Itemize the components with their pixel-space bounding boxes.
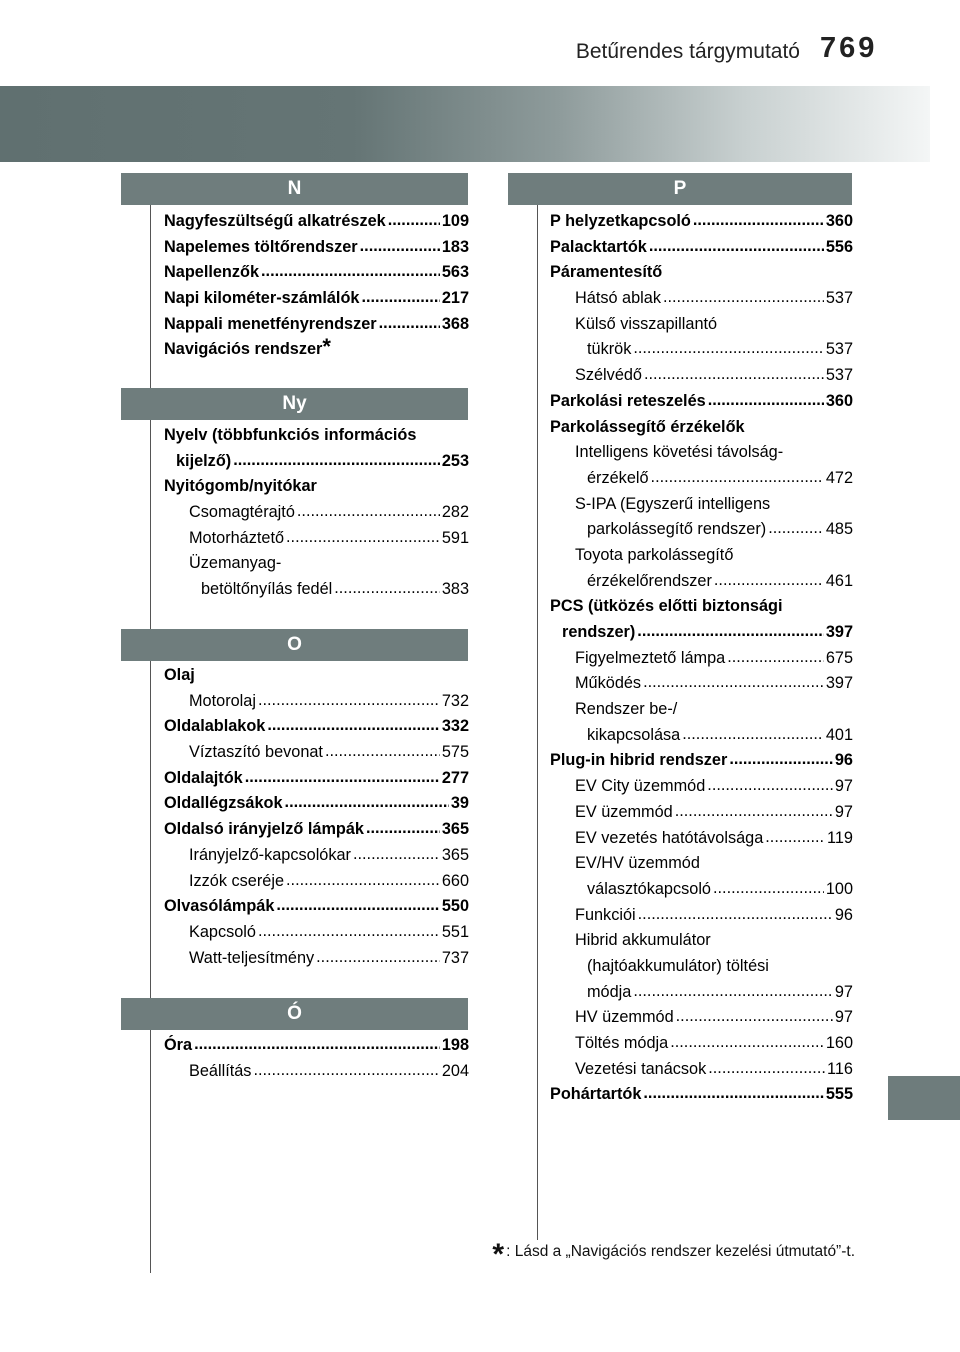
index-subentry: Watt-teljesítmény ..... 737 bbox=[164, 946, 469, 972]
index-entry: P helyzetkapcsoló ..... 360 bbox=[550, 209, 853, 235]
index-subentry: Intelligens követési távolság- bbox=[575, 443, 784, 462]
index-subentry: Töltés módja ..... 160 bbox=[550, 1031, 853, 1057]
index-entry: Palacktartók ..... 556 bbox=[550, 235, 853, 261]
header-banner bbox=[0, 86, 930, 162]
index-subentry: Beállítás ..... 204 bbox=[164, 1059, 469, 1085]
section-ny-entries bbox=[164, 423, 469, 603]
index-entry: rendszer) ..... 397 bbox=[550, 620, 853, 646]
index-subentry: Működés ..... 397 bbox=[550, 671, 853, 697]
index-entry: Olaj bbox=[164, 666, 195, 684]
index-entry: Olvasólámpák ..... 550 bbox=[164, 894, 469, 920]
index-subentry: EV City üzemmód ..... 97 bbox=[550, 774, 853, 800]
index-entry: Napellenzők ..... 563 bbox=[164, 260, 469, 286]
index-entry: Napelemes töltőrendszer ..... 183 bbox=[164, 235, 469, 261]
index-entry: Nagyfeszültségű alkatrészek ..... 109 bbox=[164, 209, 469, 235]
index-subentry: tükrök ..... 537 bbox=[550, 337, 853, 363]
index-entry: Pohártartók ..... 555 bbox=[550, 1082, 853, 1108]
index-subentry: módja ..... 97 bbox=[550, 980, 853, 1006]
index-subentry: EV/HV üzemmód bbox=[575, 854, 700, 873]
index-subentry: Kapcsoló ..... 551 bbox=[164, 920, 469, 946]
index-subentry: parkolássegítő rendszer) ..... 485 bbox=[550, 517, 853, 543]
index-subentry: Hibrid akkumulátor bbox=[575, 931, 711, 950]
index-entry: Napi kilométer-számlálók ..... 217 bbox=[164, 286, 469, 312]
section-header-ny: Ny bbox=[121, 388, 468, 420]
index-entry: Nyelv (többfunkciós információs bbox=[164, 426, 417, 444]
index-entry: Navigációs rendszer * bbox=[164, 334, 331, 360]
section-thumb-tab bbox=[888, 1076, 960, 1120]
index-entry: Nappali menetfényrendszer ..... 368 bbox=[164, 312, 469, 338]
page-number: 769 bbox=[820, 32, 878, 64]
footnote-text: : Lásd a „Navigációs rendszer kezelési útmutató”-t. bbox=[506, 1243, 855, 1260]
index-subentry: Szélvédő ..... 537 bbox=[550, 363, 853, 389]
section-n-entries bbox=[164, 209, 469, 363]
index-subentry: Figyelmeztető lámpa ..... 675 bbox=[550, 646, 853, 672]
index-entry: Parkolási reteszelés ..... 360 bbox=[550, 389, 853, 415]
index-subentry: Vezetési tanácsok ..... 116 bbox=[550, 1057, 853, 1083]
section-header-o-acute: Ó bbox=[121, 998, 468, 1030]
index-subentry: HV üzemmód ..... 97 bbox=[550, 1005, 853, 1031]
section-header-o: O bbox=[121, 629, 468, 661]
section-p-entries bbox=[550, 209, 853, 1108]
index-subentry: Motorolaj ..... 732 bbox=[164, 689, 469, 715]
index-subentry: Víztaszító bevonat ..... 575 bbox=[164, 740, 469, 766]
index-entry: Nyitógomb/nyitókar bbox=[164, 477, 317, 496]
index-subentry: S-IPA (Egyszerű intelligens bbox=[575, 494, 771, 513]
index-entry: Oldalablakok ..... 332 bbox=[164, 714, 469, 740]
index-entry: Páramentesítő bbox=[550, 263, 663, 282]
index-entry: Parkolássegítő érzékelők bbox=[550, 417, 745, 436]
section-header-n: N bbox=[121, 173, 468, 205]
footnote-star: * bbox=[492, 1238, 505, 1271]
index-subentry: Irányjelző-kapcsolókar ..... 365 bbox=[164, 843, 469, 869]
index-subentry: Üzemanyag- bbox=[189, 554, 282, 573]
left-column-rule bbox=[150, 205, 151, 1273]
index-subentry: Motorháztető ..... 591 bbox=[164, 526, 469, 552]
index-subentry: Izzók cseréje ..... 660 bbox=[164, 869, 469, 895]
index-subentry: érzékelőrendszer ..... 461 bbox=[550, 569, 853, 595]
index-subentry: Külső visszapillantó bbox=[575, 314, 718, 333]
index-subentry: (hajtóakkumulátor) töltési bbox=[587, 956, 769, 975]
index-subentry: betöltőnyílás fedél ..... 383 bbox=[164, 577, 469, 603]
index-subentry: kikapcsolása ..... 401 bbox=[550, 723, 853, 749]
index-entry: kijelző) ..... 253 bbox=[164, 449, 469, 475]
index-entry: PCS (ütközés előtti biztonsági bbox=[550, 597, 783, 616]
index-subentry: EV vezetés hatótávolsága ..... 119 bbox=[550, 826, 853, 852]
right-column-rule bbox=[537, 205, 538, 1240]
index-entry: Plug-in hibrid rendszer ..... 96 bbox=[550, 748, 853, 774]
index-subentry: Hátsó ablak ..... 537 bbox=[550, 286, 853, 312]
section-o-entries bbox=[164, 663, 469, 971]
index-subentry: Csomagtérajtó ..... 282 bbox=[164, 500, 469, 526]
index-entry: Oldallégzsákok ..... 39 bbox=[164, 791, 469, 817]
index-subentry: választókapcsoló ..... 100 bbox=[550, 877, 853, 903]
index-entry: Oldalajtók ..... 277 bbox=[164, 766, 469, 792]
section-o-acute-entries bbox=[164, 1033, 469, 1084]
index-subentry: Rendszer be-/ bbox=[575, 700, 678, 719]
footnote bbox=[440, 1238, 855, 1272]
section-header-p: P bbox=[508, 173, 852, 205]
index-entry: Óra ..... 198 bbox=[164, 1033, 469, 1059]
index-subentry: Funkciói ..... 96 bbox=[550, 903, 853, 929]
index-subentry: érzékelő ..... 472 bbox=[550, 466, 853, 492]
running-header-title: Betűrendes tárgymutató bbox=[575, 40, 800, 63]
index-entry: Oldalsó irányjelző lámpák ..... 365 bbox=[164, 817, 469, 843]
index-subentry: Toyota parkolássegítő bbox=[575, 545, 734, 564]
index-subentry: EV üzemmód ..... 97 bbox=[550, 800, 853, 826]
